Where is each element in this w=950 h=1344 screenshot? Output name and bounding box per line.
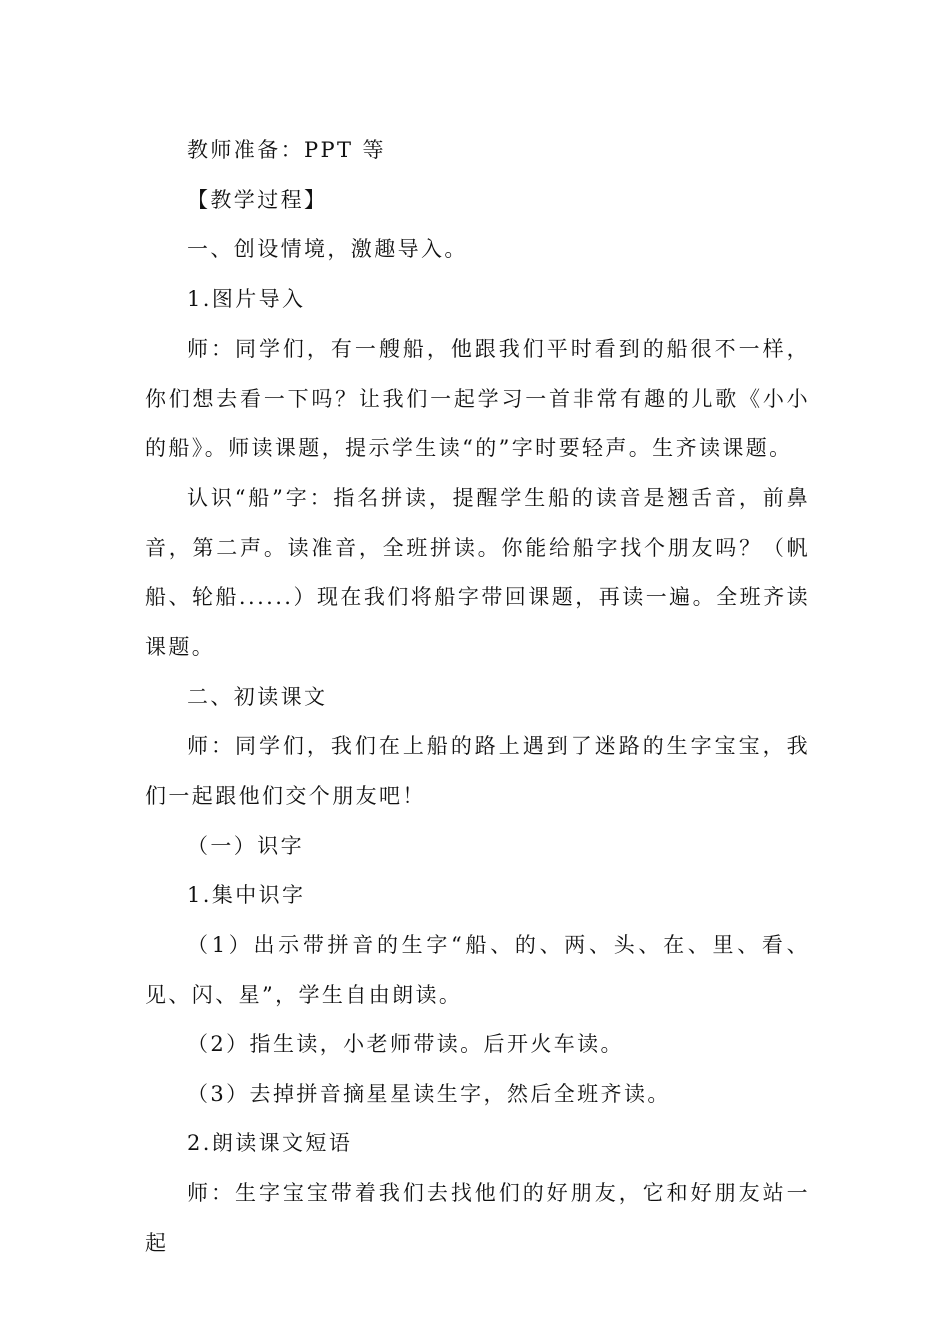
teacher-dialogue-2: 师：同学们，我们在上船的路上遇到了迷路的生字宝宝，我们一起跟他们交个朋友吧！ [145, 734, 810, 808]
step-2-paragraph: （2）指生读，小老师带读。后开火车读。 [187, 1032, 624, 1056]
subheading-focused-literacy: 1.集中识字 [187, 883, 306, 907]
subheading-picture-intro: 1.图片导入 [187, 287, 306, 311]
step-1-paragraph: （1）出示带拼音的生字“船、的、两、头、在、里、看、见、闪、星”，学生自由朗读。 [145, 933, 810, 1007]
teacher-dialogue-1: 师：同学们，有一艘船，他跟我们平时看到的船很不一样，你们想去看一下吗？让我们一起学习一首非常有趣的儿歌《小小的船》。师读课题，提示学生读“的”字时要轻声。生齐读课题。 [145, 337, 810, 460]
subheading-literacy: （一）识字 [187, 834, 304, 858]
recognize-character-paragraph: 认识“船”字：指名拼读，提醒学生船的读音是翘舌音，前鼻音，第二声。读准音，全班拼读。你能给船字找个朋友吗？（帆船、轮船......）现在我们将船字带回课题，再读一遍。全班齐读课题。 [145, 486, 810, 659]
teaching-process-heading: 【教学过程】 [187, 188, 328, 212]
section-heading-2: 二、初读课文 [187, 685, 328, 709]
subheading-read-phrases: 2.朗读课文短语 [187, 1131, 353, 1155]
teacher-preparation: 教师准备：PPT 等 [187, 138, 386, 162]
teacher-dialogue-3: 师：生字宝宝带着我们去找他们的好朋友，它和好朋友站一起 [145, 1181, 810, 1255]
step-3-paragraph: （3）去掉拼音摘星星读生字，然后全班齐读。 [187, 1082, 671, 1106]
section-heading-1: 一、创设情境，激趣导入。 [187, 237, 468, 261]
